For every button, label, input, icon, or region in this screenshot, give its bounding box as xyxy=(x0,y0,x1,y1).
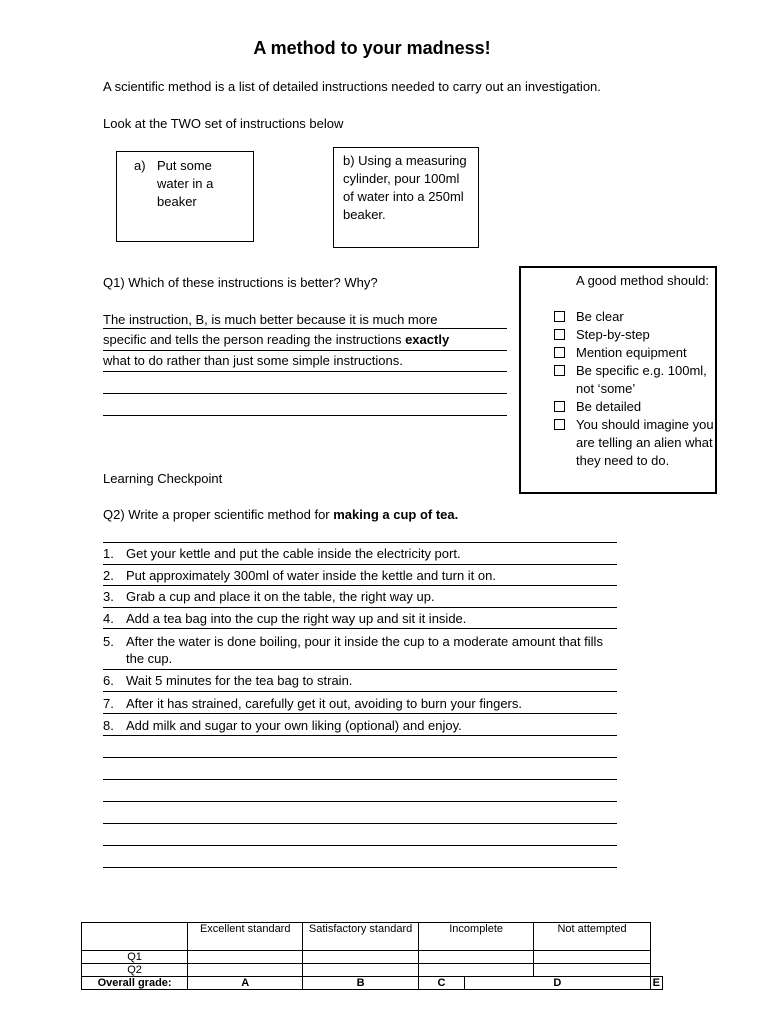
box-b-text: b) Using a measuring cylinder, pour 100ml of water into a 250ml beaker. xyxy=(343,153,467,222)
answer-rule xyxy=(103,823,617,824)
answer-rule xyxy=(103,393,507,394)
answer-rule xyxy=(103,371,507,372)
grade-table xyxy=(81,922,663,990)
grade-letter: B xyxy=(303,977,419,990)
good-method-checklist xyxy=(554,308,716,470)
answer-rule xyxy=(103,564,617,565)
answer-rule xyxy=(103,757,617,758)
table-cell xyxy=(188,964,303,977)
q1-answer-line-1: The instruction, B, is much better because it is much more xyxy=(103,312,438,327)
answer-rule xyxy=(103,845,617,846)
table-cell xyxy=(534,951,650,964)
checklist-item: Mention equipment xyxy=(554,344,716,362)
answer-rule xyxy=(103,607,617,608)
checkbox-icon xyxy=(554,401,565,412)
page-title: A method to your madness! xyxy=(253,38,491,58)
table-cell xyxy=(303,964,419,977)
checklist-item: You should imagine you are telling an alien what they need to do. xyxy=(554,416,716,470)
answer-rule xyxy=(103,585,617,586)
table-cell xyxy=(82,923,188,951)
good-method-box xyxy=(519,266,717,494)
box-a-label: a) xyxy=(134,158,146,173)
table-header: Not attempted xyxy=(534,923,650,951)
overall-grade-label: Overall grade: xyxy=(82,977,188,990)
table-header: Excellent standard xyxy=(188,923,303,951)
grade-letter: C xyxy=(418,977,464,990)
answer-rule xyxy=(103,328,507,329)
table-cell xyxy=(418,964,533,977)
row-label: Q1 xyxy=(82,951,188,964)
instruction-box-a xyxy=(116,151,254,242)
learning-checkpoint-heading: Learning Checkpoint xyxy=(103,471,223,486)
checkbox-icon xyxy=(554,419,565,430)
checklist-item: Be detailed xyxy=(554,398,716,416)
instruction-box-b xyxy=(333,147,479,248)
emphasis-word: exactly xyxy=(405,332,450,347)
q1-question: Q1) Which of these instructions is better? Why? xyxy=(103,275,378,290)
checkbox-icon xyxy=(554,311,565,322)
table-cell xyxy=(534,964,650,977)
answer-rule xyxy=(103,691,617,692)
answer-rule xyxy=(103,350,507,351)
table-cell xyxy=(303,951,419,964)
answer-rule xyxy=(103,628,617,629)
q2-emphasis: making a cup of tea. xyxy=(333,507,459,522)
good-method-heading: A good method should: xyxy=(576,273,709,288)
answer-rule xyxy=(103,713,617,714)
intro-text: A scientific method is a list of detailed instructions needed to carry out an investigation. xyxy=(103,79,601,94)
checkbox-icon xyxy=(554,347,565,358)
grade-letter: D xyxy=(465,977,651,990)
look-prompt: Look at the TWO set of instructions below xyxy=(103,116,344,131)
answer-rule xyxy=(103,801,617,802)
answer-rule xyxy=(103,542,617,543)
table-cell xyxy=(188,951,303,964)
table-header: Satisfactory standard xyxy=(303,923,419,951)
answer-rule xyxy=(103,735,617,736)
checklist-item: Be clear xyxy=(554,308,716,326)
checklist-item: Be specific e.g. 100ml, not ‘some’ xyxy=(554,362,716,398)
checklist-item: Step-by-step xyxy=(554,326,716,344)
q1-answer-line-3: what to do rather than just some simple instructions. xyxy=(103,353,403,368)
grade-letter: E xyxy=(650,977,662,990)
q1-answer-line-2: specific and tells the person reading the instructions exactly xyxy=(103,332,450,347)
answer-rule xyxy=(103,669,617,670)
answer-rule xyxy=(103,867,617,868)
table-header: Incomplete xyxy=(418,923,533,951)
row-label: Q2 xyxy=(82,964,188,977)
grade-letter: A xyxy=(188,977,303,990)
q2-question: Q2) Write a proper scientific method for making a cup of tea. xyxy=(103,507,459,522)
checkbox-icon xyxy=(554,365,565,376)
box-a-text: Put some water in a beaker xyxy=(157,158,214,209)
answer-rule xyxy=(103,415,507,416)
checkbox-icon xyxy=(554,329,565,340)
answer-rule xyxy=(103,779,617,780)
table-cell xyxy=(418,951,533,964)
